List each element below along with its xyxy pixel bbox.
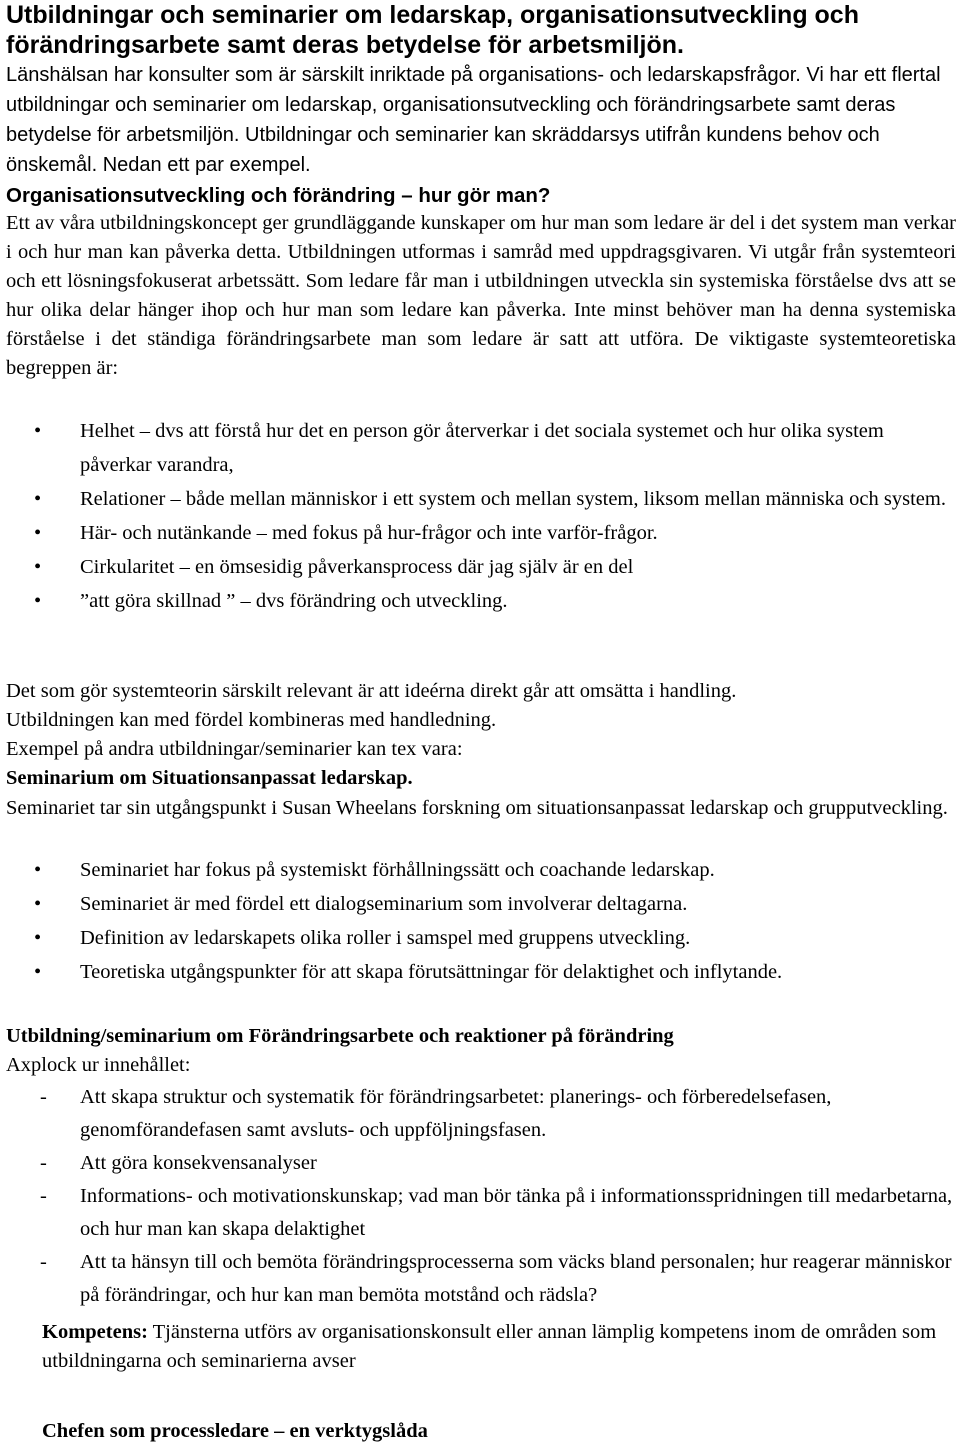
section3-lead: Axplock ur innehållet:: [6, 1054, 191, 1076]
dash-marker: -: [40, 1152, 47, 1174]
list-item: - Att göra konsekvensanalyser: [6, 1147, 956, 1180]
bullet-marker: •: [34, 556, 42, 578]
bullet-marker: •: [34, 522, 42, 544]
bullet-marker: •: [34, 859, 42, 881]
list-item: • Teoretiska utgångspunkter för att skapa förutsättningar för delaktighet och inflytande.: [6, 955, 956, 989]
section1-outro-2: Utbildningen kan med fördel kombineras med handledning.: [6, 709, 497, 731]
list-item: - Att skapa struktur och systematik för förändringsarbetet: planerings- och förberedelsefasen, genomförandefasen samt avsluts- och uppföljningsfasen.: [6, 1081, 956, 1147]
section1-body: Ett av våra utbildningskoncept ger grundläggande kunskaper om hur man som ledare är del i det system man verkar i och hur man kan påverka detta. Utbildningen utformas i samråd med uppdragsgivaren. Vi utgår från systemteori och ett lösningsfokuserat arbetssätt. Som ledare får man i utbildningen utveckla sin systemiska förståelse dvs att se hur olika delar hänger ihop och hur man som ledare kan påverka. Inte minst behöver man ha denna systemiska förståelse i det ständiga förändringsarbete man som ledare är satt att utföra. De viktigaste systemteoretiska begreppen är:: [6, 212, 956, 379]
competence-label: Kompetens:: [42, 1321, 148, 1343]
section3-heading: Utbildning/seminarium om Förändringsarbete och reaktioner på förändring: [6, 1025, 674, 1047]
section2-body: Seminariet tar sin utgångspunkt i Susan Wheelans forskning om situationsanpassat ledarskap och grupputveckling.: [6, 797, 948, 819]
competence-text: Tjänsterna utförs av organisationskonsult eller annan lämplig kompetens inom de områden som utbildningarna och seminarierna avser: [42, 1321, 937, 1372]
list-item: • Helhet – dvs att förstå hur det en person gör återverkar i det sociala systemet och hur olika system påverkar varandra,: [6, 414, 956, 482]
bullet-marker: •: [34, 590, 42, 612]
list-item: • Cirkularitet – en ömsesidig påverkansprocess där jag själv är en del: [6, 550, 956, 584]
list-item: • Seminariet är med fördel ett dialogseminarium som involverar deltagarna.: [6, 887, 956, 921]
section1-bullet-list: [6, 414, 956, 618]
list-item: • Här- och nutänkande – med fokus på hur-frågor och inte varför-frågor.: [6, 516, 956, 550]
bullet-marker: •: [34, 893, 42, 915]
section2-heading: Seminarium om Situationsanpassat ledarskap.: [6, 767, 413, 789]
list-item: • ”att göra skillnad ” – dvs förändring och utveckling.: [6, 584, 956, 618]
section3-dash-list: [6, 1081, 956, 1312]
bullet-marker: •: [34, 420, 42, 442]
dash-marker: -: [40, 1185, 47, 1207]
list-item: • Definition av ledarskapets olika roller i samspel med gruppens utveckling.: [6, 921, 956, 955]
section1-outro-3: Exempel på andra utbildningar/seminarier kan tex vara:: [6, 738, 463, 760]
document-title: Utbildningar och seminarier om ledarskap, organisationsutveckling och förändringsarbete samt deras betydelse för arbetsmiljön.: [6, 1, 859, 59]
bullet-marker: •: [34, 961, 42, 983]
list-item: - Att ta hänsyn till och bemöta förändringsprocesserna som väcks bland personalen; hur reagerar människor på förändringar, och hur kan man bemöta motstånd och rädsla?: [6, 1246, 956, 1312]
list-item: - Informations- och motivationskunskap; vad man bör tänka på i informationsspridningen till medarbetarna, och hur man kan skapa delaktighet: [6, 1180, 956, 1246]
competence-paragraph: [42, 1318, 942, 1376]
bullet-marker: •: [34, 488, 42, 510]
dash-marker: -: [40, 1251, 47, 1273]
list-item: • Relationer – både mellan människor i ett system och mellan system, liksom mellan människa och system.: [6, 482, 956, 516]
dash-marker: -: [40, 1086, 47, 1108]
section4-heading: Chefen som processledare – en verktygslåda: [42, 1420, 428, 1442]
section1-outro-1: Det som gör systemteorin särskilt relevant är att ideérna direkt går att omsätta i handling.: [6, 680, 737, 702]
intro-paragraph: Länshälsan har konsulter som är särskilt inriktade på organisations- och ledarskapsfrågor. Vi har ett flertal utbildningar och seminarier om ledarskap, organisationsutveckling och förändringsarbete samt deras betydelse för arbetsmiljön. Utbildningar och seminarier kan skräddarsys utifrån kundens behov och önskemål. Nedan ett par exempel.: [6, 64, 941, 176]
bullet-marker: •: [34, 927, 42, 949]
section2-bullet-list: [6, 853, 956, 989]
list-item: • Seminariet har fokus på systemiskt förhållningssätt och coachande ledarskap.: [6, 853, 956, 887]
section1-heading: Organisationsutveckling och förändring – hur gör man?: [6, 184, 551, 207]
